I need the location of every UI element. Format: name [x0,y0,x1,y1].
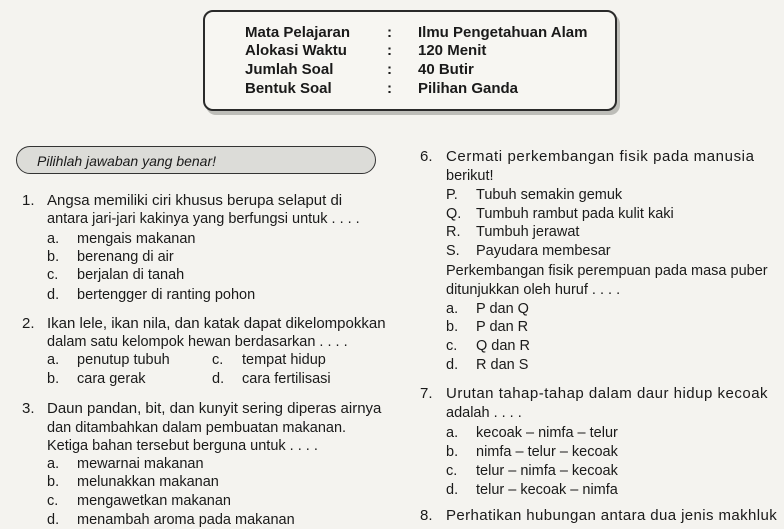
option-key: a. [446,425,459,441]
option-key: a. [47,231,60,247]
option-text: mengawetkan makanan [77,493,231,509]
question-text: ditunjukkan oleh huruf . . . . [446,282,621,298]
question-text: Perhatikan hubungan antara dua jenis makhluk [446,507,778,524]
option-text: telur – nimfa – kecoak [476,463,618,479]
option-key: c. [446,338,458,354]
question-text: Ketiga bahan tersebut berguna untuk . . . . [47,438,318,454]
option-key: a. [47,352,60,368]
option-key: c. [212,352,224,368]
option-text: telur – kecoak – nimfa [476,482,618,498]
statement-key: R. [446,224,461,240]
question-number: 7. [420,385,433,402]
option-text: nimfa – telur – kecoak [476,444,618,460]
statement-key: S. [446,243,460,259]
option-key: b. [446,444,459,460]
question-text: antara jari-jari kakinya yang berfungsi untuk . . . . [47,211,360,227]
option-text: melunakkan makanan [77,474,219,490]
question-text: dan ditambahkan dalam pembuatan makanan. [47,420,347,436]
info-value: 40 Butir [418,61,474,78]
option-text: berenang di air [77,249,174,265]
info-colon: : [387,61,392,78]
statement-text: Tumbuh jerawat [476,224,580,240]
info-colon: : [387,42,392,59]
option-key: d. [446,357,459,373]
option-text: penutup tubuh [77,352,170,368]
question-number: 8. [420,507,433,524]
question-text: Cermati perkembangan fisik pada manusia [446,148,755,165]
statement-text: Payudara membesar [476,243,611,259]
question-text: berikut! [446,168,494,184]
info-value: Pilihan Ganda [418,80,519,97]
option-key: c. [47,267,59,283]
statement-key: Q. [446,206,462,222]
option-text: mengais makanan [77,231,196,247]
info-colon: : [387,80,392,97]
info-label: Alokasi Waktu [245,42,347,59]
option-text: cara gerak [77,371,146,387]
question-text: Daun pandan, bit, dan kunyit sering diperas airnya [47,400,382,417]
question-number: 1. [22,192,35,209]
option-text: tempat hidup [242,352,326,368]
option-key: a. [446,301,459,317]
question-text: adalah . . . . [446,405,522,421]
info-label: Mata Pelajaran [245,24,351,41]
option-key: d. [47,287,60,303]
option-text: R dan S [476,357,529,373]
info-label: Bentuk Soal [245,80,332,97]
info-label: Jumlah Soal [245,61,334,78]
option-text: mewarnai makanan [77,456,204,472]
option-key: b. [446,319,459,335]
question-text: Urutan tahap-tahap dalam daur hidup kecoak [446,385,769,402]
option-text: cara fertilisasi [242,371,331,387]
option-text: P dan Q [476,301,529,317]
option-key: b. [47,249,60,265]
option-text: berjalan di tanah [77,267,185,283]
option-text: P dan R [476,319,529,335]
option-text: menambah aroma pada makanan [77,512,295,528]
option-key: a. [47,456,60,472]
instruction-banner: Pilihlah jawaban yang benar! [16,146,376,174]
question-text: Perkembangan fisik perempuan pada masa puber [446,263,768,279]
option-key: b. [47,371,60,387]
question-text: Angsa memiliki ciri khusus berupa selaput di [47,192,343,209]
question-text: Ikan lele, ikan nila, dan katak dapat dikelompokkan [47,315,386,332]
info-colon: : [387,24,392,41]
info-value: 120 Menit [418,42,487,59]
option-key: c. [446,463,458,479]
question-number: 6. [420,148,433,165]
question-number: 3. [22,400,35,417]
option-text: bertengger di ranting pohon [77,287,256,303]
option-key: d. [446,482,459,498]
option-text: Q dan R [476,338,530,354]
statement-text: Tubuh semakin gemuk [476,187,623,203]
info-value: Ilmu Pengetahuan Alam [418,24,588,41]
question-number: 2. [22,315,35,332]
question-text: dalam satu kelompok hewan berdasarkan . . . . [47,334,348,350]
option-key: d. [47,512,60,528]
statement-key: P. [446,187,458,203]
statement-text: Tumbuh rambut pada kulit kaki [476,206,674,222]
subject-info-box [203,10,617,111]
option-key: c. [47,493,59,509]
option-text: kecoak – nimfa – telur [476,425,618,441]
option-key: d. [212,371,225,387]
option-key: b. [47,474,60,490]
